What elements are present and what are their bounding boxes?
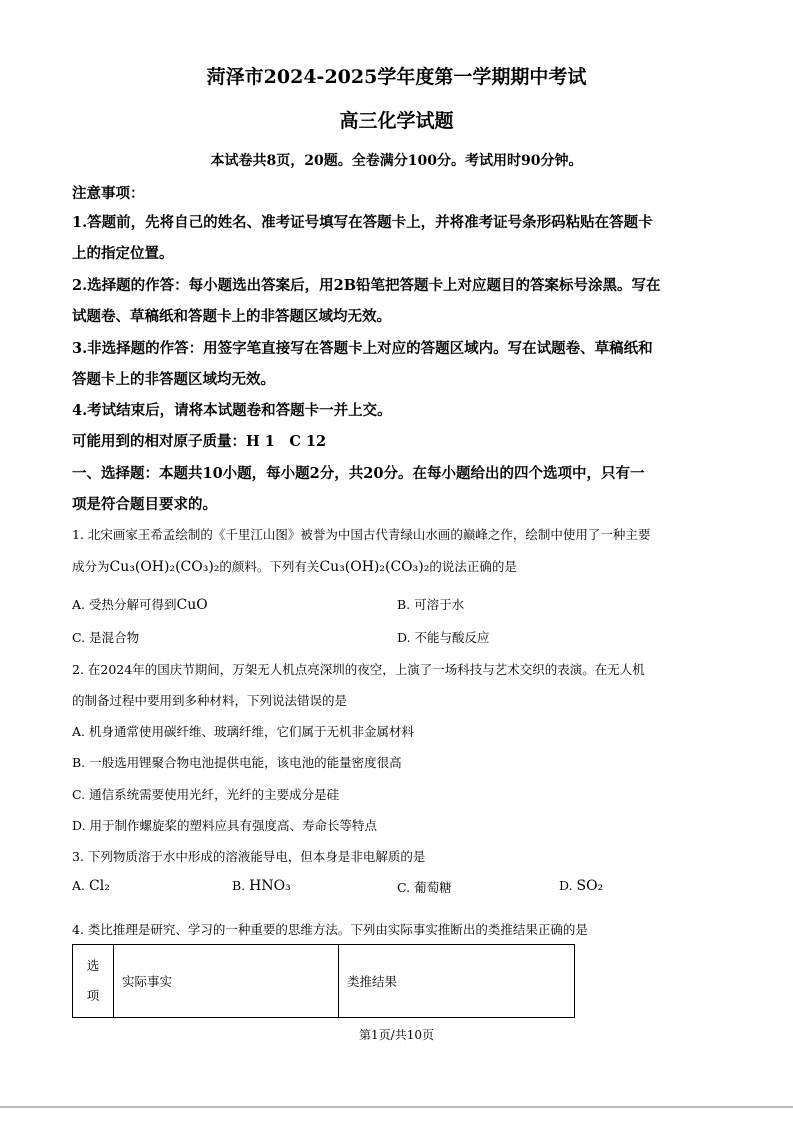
- q3-option-a-formula: Cl₂: [89, 878, 110, 894]
- exam-subtitle: 高三化学试题: [339, 110, 454, 132]
- q2-option-a: A. 机身通常使用碳纤维、玻璃纤维，它们属于无机非金属材料: [72, 724, 414, 739]
- q1-text: 的颜料。下列有关: [219, 559, 320, 574]
- note-line: 4.考试结束后，请将本试题卷和答题卡一并上交。: [72, 402, 392, 419]
- q3-option-d-formula: SO₂: [576, 878, 604, 894]
- q3-option-d-label: D.: [559, 878, 573, 893]
- q3-option-a: [72, 878, 110, 894]
- q2-option-b: B. 一般选用锂聚合物电池提供电能，该电池的能量密度很高: [72, 755, 402, 770]
- exam-title: 菏泽市2024-2025学年度第一学期期中考试: [206, 66, 587, 88]
- q1-stem-2: [72, 557, 517, 575]
- q3-option-b-label: B.: [232, 878, 246, 893]
- q1-option-b: B. 可溶于水: [397, 597, 465, 612]
- atomic-mass-line: 可能用到的相对原子质量：H 1 C 12: [72, 433, 327, 450]
- q2-option-d: D. 用于制作螺旋桨的塑料应具有强度高、寿命长等特点: [72, 818, 378, 833]
- page-footer: 第1页/共10页: [359, 1028, 434, 1042]
- q2-stem: 2. 在2024年的国庆节期间，万架无人机点亮深圳的夜空，上演了一场科技与艺术交织的表演。在无人机: [72, 662, 645, 677]
- q3-option-c: C. 葡萄糖: [397, 880, 452, 895]
- q4-col-option: [73, 945, 114, 1018]
- q2-stem-2: 的制备过程中要用到多种材料，下列说法错误的是: [72, 693, 348, 708]
- q4-col-option-text: 项: [86, 988, 100, 1003]
- q1-option-a-text: A. 受热分解可得到: [72, 597, 177, 612]
- q4-stem: 4. 类比推理是研究、学习的一种重要的思维方法。下列由实际事实推断出的类推结果正确的是: [72, 922, 588, 937]
- q1-option-c: C. 是混合物: [72, 630, 140, 645]
- bottom-divider: [0, 1106, 793, 1108]
- q3-option-b-formula: HNO₃: [249, 878, 291, 894]
- q1-formula: Cu₃(OH)₂(CO₃)₂: [319, 559, 430, 575]
- note-line: 答题卡上的非答题区域均无效。: [72, 371, 275, 388]
- q2-option-c: C. 通信系统需要使用光纤，光纤的主要成分是硅: [72, 787, 340, 802]
- q4-col-fact: 实际事实: [114, 945, 339, 1018]
- note-line: 3.非选择题的作答：用签字笔直接写在答题卡上对应的答题区域内。写在试题卷、草稿纸和: [72, 340, 653, 357]
- q3-stem: 3. 下列物质溶于水中形成的溶液能导电，但本身是非电解质的是: [72, 849, 426, 864]
- notes-heading: 注意事项：: [72, 185, 145, 202]
- q3-option-d: [559, 878, 603, 894]
- exam-info: 本试卷共8页，20题。全卷满分100分。考试用时90分钟。: [210, 153, 583, 169]
- q1-option-d: D. 不能与酸反应: [397, 630, 490, 645]
- section-heading: 项是符合题目要求的。: [72, 496, 217, 513]
- section-heading: 一、选择题：本题共10小题，每小题2分，共20分。在每小题给出的四个选项中，只有一: [72, 465, 645, 482]
- q1-option-a: [72, 595, 208, 613]
- q1-formula: Cu₃(OH)₂(CO₃)₂: [109, 559, 220, 575]
- table-row: [73, 945, 575, 1018]
- q3-option-b: [232, 878, 291, 894]
- q4-col-result: 类推结果: [339, 945, 575, 1018]
- q1-option-a-formula: CuO: [176, 597, 208, 613]
- q3-option-a-label: A.: [72, 878, 86, 893]
- q1-text: 的说法正确的是: [429, 559, 517, 574]
- note-line: 2.选择题的作答：每小题选出答案后，用2B铅笔把答题卡上对应题目的答案标号涂黑。写在: [72, 277, 661, 294]
- note-line: 1.答题前，先将自己的姓名、准考证号填写在答题卡上，并将准考证号条形码粘贴在答题卡: [72, 214, 653, 231]
- q4-col-option-text: 选: [86, 958, 100, 973]
- note-line: 试题卷、草稿纸和答题卡上的非答题区域均无效。: [72, 308, 391, 325]
- q1-text: 成分为: [72, 559, 110, 574]
- q4-table: [72, 944, 575, 1018]
- note-line: 上的指定位置。: [72, 245, 174, 262]
- q1-stem: 1. 北宋画家王希孟绘制的《千里江山图》被誉为中国古代青绿山水画的巅峰之作，绘制中使用了一种主要: [72, 527, 651, 542]
